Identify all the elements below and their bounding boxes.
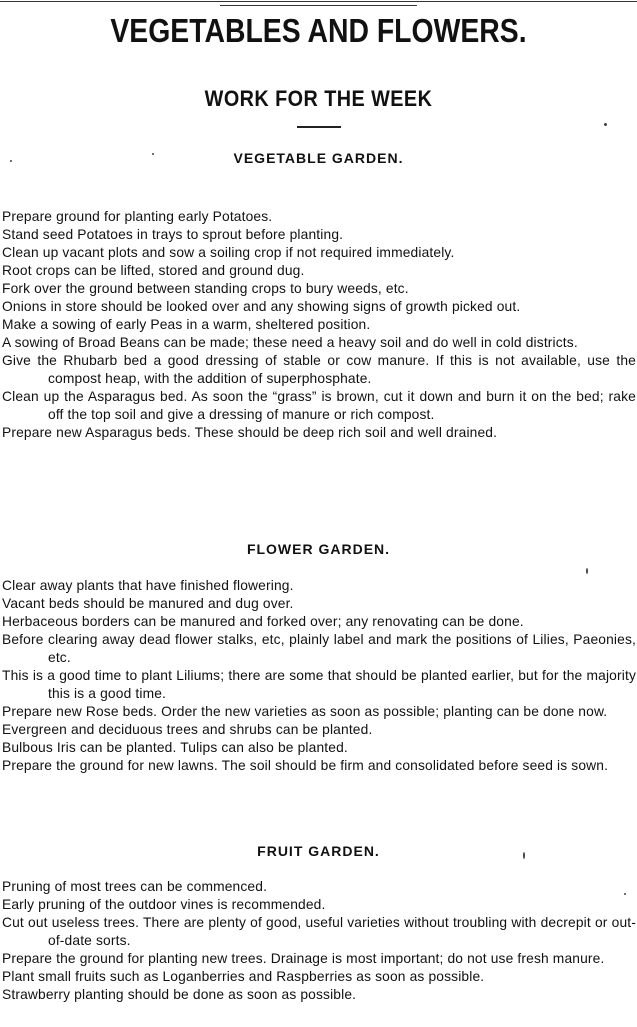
list-item: Strawberry planting should be done as soon as possible. xyxy=(2,987,357,1002)
fruit-list xyxy=(2,878,636,1004)
list-item: Clean up vacant plots and sow a soiling crop if not required immediately. xyxy=(2,245,455,260)
vegetable-list xyxy=(2,208,636,442)
list-item: Stand seed Potatoes in trays to sprout before planting. xyxy=(2,227,344,242)
top-rule xyxy=(0,1,637,2)
list-item: Vacant beds should be manured and dug over. xyxy=(2,596,294,611)
list-item: This is a good time to plant Liliums; there are some that should be planted earlier, but for the majority this is a good time. xyxy=(2,668,636,701)
list-item: Clean up the Asparagus bed. As soon the “grass” is brown, cut it down and burn it on the bed; rake off the top soil and give a dressing of manure or rich compost. xyxy=(2,389,636,422)
list-item: Clear away plants that have finished flowering. xyxy=(2,578,294,593)
list-item: Cut out useless trees. There are plenty of good, useful varieties without troubling with decrepit or out-of-date sorts. xyxy=(2,915,636,948)
page-title: VEGETABLES AND FLOWERS. xyxy=(110,12,527,49)
list-item: Fork over the ground between standing crops to bury weeds, etc. xyxy=(2,281,409,296)
print-speck xyxy=(523,852,525,859)
list-item: Prepare ground for planting early Potatoes. xyxy=(2,209,273,224)
list-item: Plant small fruits such as Loganberries and Raspberries as soon as possible. xyxy=(2,969,485,984)
flower-list xyxy=(2,577,636,775)
section-heading-flower: FLOWER GARDEN. xyxy=(246,541,391,557)
list-item: Before clearing away dead flower stalks, etc, plainly label and mark the positions of Lilies, Paeonies, etc. xyxy=(2,632,636,665)
list-item: A sowing of Broad Beans can be made; these need a heavy soil and do well in cold districts. xyxy=(2,335,578,350)
list-item: Bulbous Iris can be planted. Tulips can also be planted. xyxy=(2,740,348,755)
list-item: Evergreen and deciduous trees and shrubs can be planted. xyxy=(2,722,373,737)
print-speck xyxy=(152,153,154,155)
section-heading-vegetable: VEGETABLE GARDEN. xyxy=(233,150,404,166)
title-divider xyxy=(297,126,341,128)
print-speck xyxy=(624,893,626,895)
list-item: Prepare the ground for new lawns. The soil should be firm and consolidated before seed is sown. xyxy=(2,758,609,773)
page-subtitle: WORK FOR THE WEEK xyxy=(204,86,433,111)
list-item: Root crops can be lifted, stored and ground dug. xyxy=(2,263,305,278)
print-speck xyxy=(10,160,12,162)
list-item: Prepare new Asparagus beds. These should be deep rich soil and well drained. xyxy=(2,425,498,440)
print-speck xyxy=(586,568,588,574)
print-speck xyxy=(604,123,607,126)
list-item: Early pruning of the outdoor vines is recommended. xyxy=(2,897,326,912)
list-item: Onions in store should be looked over and any showing signs of growth picked out. xyxy=(2,299,521,314)
section-heading-fruit: FRUIT GARDEN. xyxy=(257,843,380,859)
list-item: Prepare new Rose beds. Order the new varieties as soon as possible; planting can be done now. xyxy=(2,704,608,719)
list-item: Prepare the ground for planting new trees. Drainage is most important; do not use fresh manure. xyxy=(2,951,605,966)
top-rule-2 xyxy=(220,5,417,6)
list-item: Make a sowing of early Peas in a warm, sheltered position. xyxy=(2,317,371,332)
list-item: Pruning of most trees can be commenced. xyxy=(2,879,268,894)
list-item: Give the Rhubarb bed a good dressing of stable or cow manure. If this is not available, use the compost heap, with the addition of superphosphate. xyxy=(2,353,636,386)
list-item: Herbaceous borders can be manured and forked over; any renovating can be done. xyxy=(2,614,524,629)
